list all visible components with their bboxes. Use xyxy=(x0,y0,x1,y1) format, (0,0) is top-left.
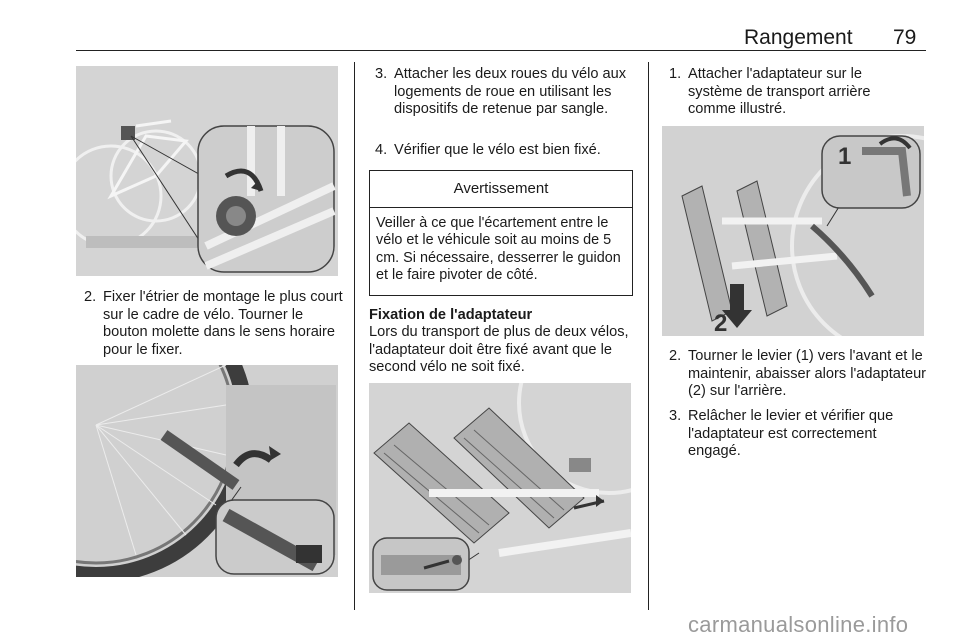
warning-box xyxy=(369,170,633,296)
step-number: 1. xyxy=(669,66,682,82)
step-text: Tourner le levier (1) vers l'avant et le maintenir, abaisser alors l'adaptateur (2) sur l'arrière. xyxy=(688,348,927,399)
column-divider-1 xyxy=(354,62,355,610)
step-number: 2. xyxy=(669,348,682,364)
step-number: 3. xyxy=(375,66,388,82)
header-divider xyxy=(76,50,926,51)
bike-clamp-illustration xyxy=(76,66,338,276)
adapter-mount-illustration xyxy=(369,383,631,593)
step-text: Fixer l'étrier de montage le plus court sur le cadre de vélo. Tourner le bouton molette dans le sens horaire pour le fixer. xyxy=(103,289,343,358)
step-text: Attacher les deux roues du vélo aux logements de roue en utilisant les dispositifs de retenue par sangle. xyxy=(394,66,627,117)
section-title: Rangement xyxy=(744,26,853,49)
callout-1: 1 xyxy=(838,143,852,170)
page-number: 79 xyxy=(893,26,917,49)
step-number: 4. xyxy=(375,142,388,158)
warning-text: Veiller à ce que l'écartement entre le vélo et le véhicule soit au moins de 5 cm. Si nécessaire, desserrer le guidon et le faire pivoter de côté. xyxy=(376,215,621,284)
step-text: Relâcher le levier et vérifier que l'adaptateur est correctement engagé. xyxy=(688,408,894,459)
adapter-paragraph: Lors du transport de plus de deux vélos, l'adaptateur doit être fixé avant que le second vélo ne soit fixé. xyxy=(369,324,629,375)
step-number: 3. xyxy=(669,408,682,424)
adapter-heading: Fixation de l'adaptateur xyxy=(369,307,533,323)
warning-title: Avertissement xyxy=(370,171,632,208)
watermark: carmanualsonline.info xyxy=(688,612,909,637)
wheel-strap-illustration xyxy=(76,365,338,577)
step-number: 2. xyxy=(84,289,97,305)
adapter-lever-illustration xyxy=(662,126,924,336)
column-divider-2 xyxy=(648,62,649,610)
step-text: Vérifier que le vélo est bien fixé. xyxy=(394,142,601,158)
callout-2: 2 xyxy=(714,310,728,336)
step-text: Attacher l'adaptateur sur le système de transport arrière comme illustré. xyxy=(688,66,871,117)
